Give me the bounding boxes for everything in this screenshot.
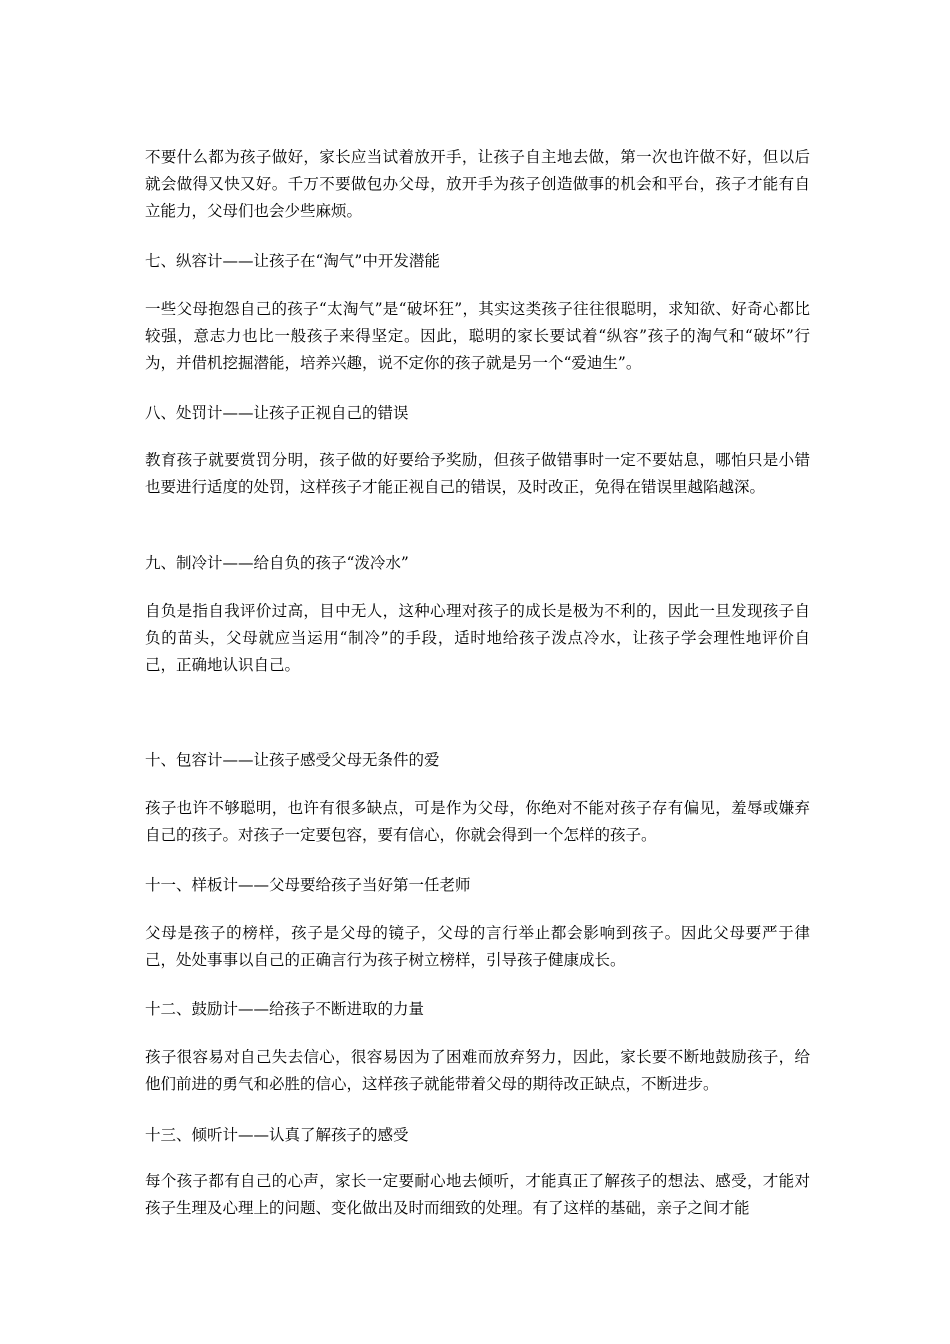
heading-section-11: 十一、样板计——父母要给孩子当好第一任老师 (145, 876, 471, 894)
paragraph-section-9: 自负是指自我评价过高，目中无人，这种心理对孩子的成长是极为不利的，因此一旦发现孩子自负的苗头，父母就应当运用“制冷”的手段，适时地给孩子泼点冷水，让孩子学会理性地评价自己，正确地认识自己。 (145, 602, 810, 674)
paragraph-section-10: 孩子也许不够聪明，也许有很多缺点，可是作为父母，你绝对不能对孩子存有偏见，羞辱或嫌弃自己的孩子。对孩子一定要包容，要有信心，你就会得到一个怎样的孩子。 (145, 799, 810, 844)
paragraph-section-13: 每个孩子都有自己的心声，家长一定要耐心地去倾听，才能真正了解孩子的想法、感受，才能对孩子生理及心理上的问题、变化做出及时而细致的处理。有了这样的基础，亲子之间才能 (145, 1172, 810, 1217)
paragraph-section-8: 教育孩子就要赏罚分明，孩子做的好要给予奖励，但孩子做错事时一定不要姑息，哪怕只是小错也要进行适度的处罚，这样孩子才能正视自己的错误，及时改正，免得在错误里越陷越深。 (145, 451, 810, 496)
paragraph-section-7: 一些父母抱怨自己的孩子“太淘气”是“破坏狂”，其实这类孩子往往很聪明，求知欲、好奇心都比较强，意志力也比一般孩子来得坚定。因此，聪明的家长要试着“纵容”孩子的淘气和“破坏”行为，并借机挖掘潜能，培养兴趣，说不定你的孩子就是另一个“爱迪生”。 (145, 300, 810, 372)
heading-section-7: 七、纵容计——让孩子在“淘气”中开发潜能 (145, 252, 440, 270)
heading-section-13: 十三、倾听计——认真了解孩子的感受 (145, 1126, 409, 1144)
heading-section-12: 十二、鼓励计——给孩子不断进取的力量 (145, 1000, 425, 1018)
heading-section-9: 九、制冷计——给自负的孩子“泼冷水” (145, 554, 409, 572)
paragraph-section-11: 父母是孩子的榜样，孩子是父母的镜子，父母的言行举止都会影响到孩子。因此父母要严于律己，处处事事以自己的正确言行为孩子树立榜样，引导孩子健康成长。 (145, 924, 810, 969)
paragraph-independence: 不要什么都为孩子做好，家长应当试着放开手，让孩子自主地去做，第一次也许做不好，但以后就会做得又快又好。千万不要做包办父母，放开手为孩子创造做事的机会和平台，孩子才能有自立能力，父母们也会少些麻烦。 (145, 148, 810, 220)
paragraph-section-12: 孩子很容易对自己失去信心，很容易因为了困难而放弃努力，因此，家长要不断地鼓励孩子，给他们前进的勇气和必胜的信心，这样孩子就能带着父母的期待改正缺点，不断进步。 (145, 1048, 810, 1093)
heading-section-8: 八、处罚计——让孩子正视自己的错误 (145, 404, 409, 422)
heading-section-10: 十、包容计——让孩子感受父母无条件的爱 (145, 751, 440, 769)
